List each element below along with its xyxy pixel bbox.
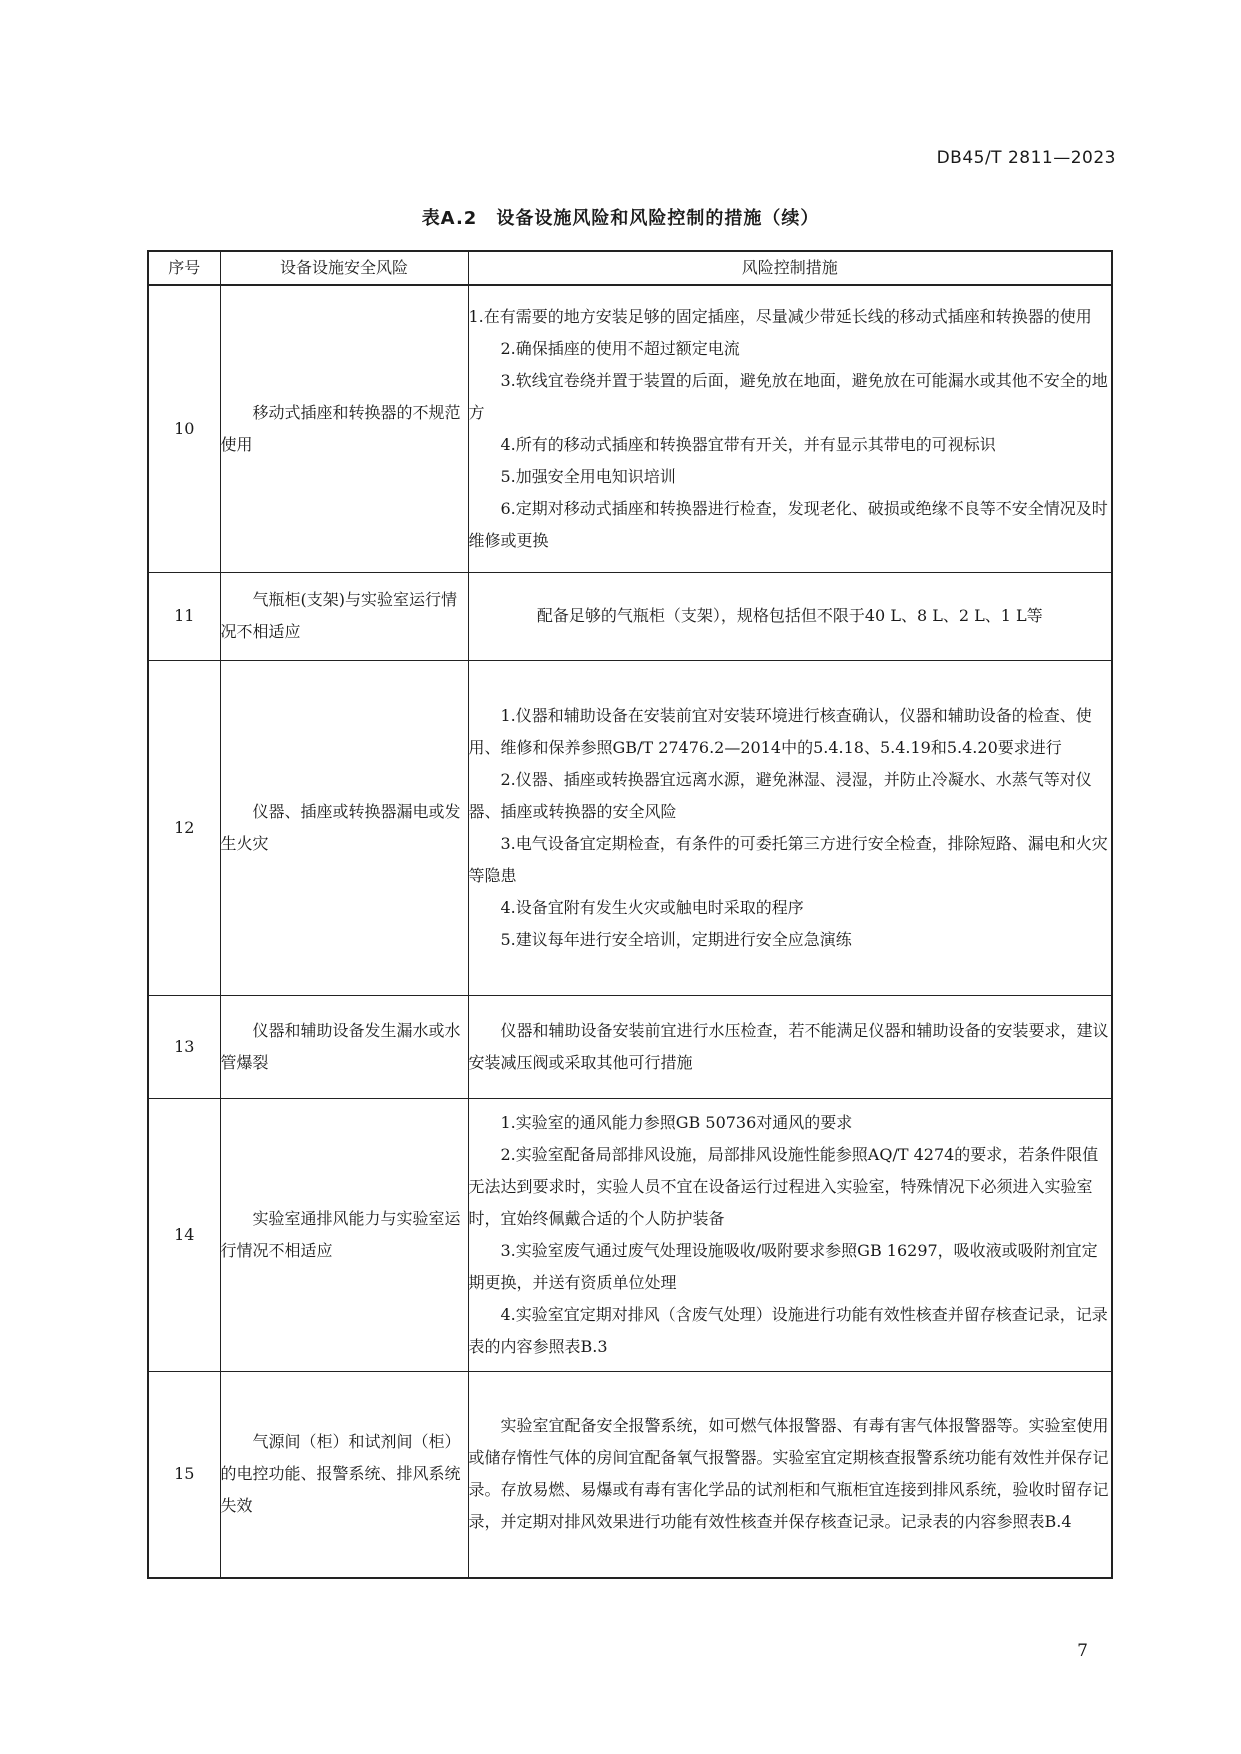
risk-cell	[220, 1371, 468, 1578]
table-row	[148, 660, 1112, 995]
risk-control-table	[147, 250, 1113, 1579]
table-header-row	[148, 251, 1112, 285]
measure-item: 2.仪器、插座或转换器宜远离水源，避免淋湿、浸湿，并防止冷凝水、水蒸气等对仪器、插座或转换器的安全风险	[468, 769, 1092, 821]
measure-item: 4.实验室宜定期对排风（含废气处理）设施进行功能有效性核查并留存核查记录，记录表的内容参照表B.3	[468, 1304, 1108, 1356]
measure-item: 5.加强安全用电知识培训	[500, 466, 676, 486]
document-code: DB45/T 2811—2023	[936, 148, 1116, 168]
risk-cell	[220, 1098, 468, 1371]
risk-text: 实验室通排风能力与实验室运行情况不相适应	[220, 1208, 461, 1260]
risk-text: 仪器、插座或转换器漏电或发生火灾	[220, 801, 461, 853]
column-header-no: 序号	[148, 251, 220, 285]
measure-item: 2.确保插座的使用不超过额定电流	[500, 338, 740, 358]
row-number: 13	[148, 995, 220, 1098]
page-number: 7	[1077, 1641, 1088, 1661]
measure-item: 4.所有的移动式插座和转换器宜带有开关，并有显示其带电的可视标识	[500, 434, 996, 454]
column-header-measures: 风险控制措施	[468, 251, 1112, 285]
column-header-risk: 设备设施安全风险	[220, 251, 468, 285]
measure-item: 3.软线宜卷绕并置于装置的后面，避免放在地面，避免放在可能漏水或其他不安全的地方	[468, 370, 1108, 422]
measures-cell	[468, 1371, 1112, 1578]
measures-cell	[468, 995, 1112, 1098]
measure-item: 1.仪器和辅助设备在安装前宜对安装环境进行核查确认，仪器和辅助设备的检查、使用、维修和保养参照GB/T 27476.2—2014中的5.4.18、5.4.19和5.4.20要求进行	[468, 705, 1092, 757]
measure-item: 6.定期对移动式插座和转换器进行检查，发现老化、破损或绝缘不良等不安全情况及时维修或更换	[468, 498, 1108, 550]
measures-cell	[468, 285, 1112, 572]
measure-item: 1.实验室的通风能力参照GB 50736对通风的要求	[500, 1112, 853, 1132]
table-row	[148, 285, 1112, 572]
risk-text: 仪器和辅助设备发生漏水或水管爆裂	[220, 1020, 461, 1072]
measures-cell	[468, 660, 1112, 995]
measure-item: 3.电气设备宜定期检查，有条件的可委托第三方进行安全检查，排除短路、漏电和火灾等隐患	[468, 833, 1108, 885]
measure-item: 仪器和辅助设备安装前宜进行水压检查，若不能满足仪器和辅助设备的安装要求，建议安装减压阀或采取其他可行措施	[468, 1020, 1109, 1072]
risk-text: 移动式插座和转换器的不规范使用	[220, 402, 461, 454]
risk-text: 气瓶柜(支架)与实验室运行情况不相适应	[220, 590, 457, 641]
measure-item: 3.实验室废气通过废气处理设施吸收/吸附要求参照GB 16297，吸收液或吸附剂宜定期更换，并送有资质单位处理	[468, 1240, 1098, 1292]
row-number: 14	[148, 1098, 220, 1371]
measures-cell	[468, 572, 1112, 660]
risk-cell	[220, 660, 468, 995]
risk-text: 气源间（柜）和试剂间（柜）的电控功能、报警系统、排风系统失效	[220, 1432, 461, 1516]
measure-item: 5.建议每年进行安全培训，定期进行安全应急演练	[500, 929, 852, 949]
row-number: 11	[148, 572, 220, 660]
row-number: 10	[148, 285, 220, 572]
risk-cell	[220, 995, 468, 1098]
table-row	[148, 1098, 1112, 1371]
risk-cell	[220, 572, 468, 660]
measure-item: 配备足够的气瓶柜（支架），规格包括但不限于40 L、8 L、2 L、1 L等	[536, 606, 1043, 625]
table-row	[148, 1371, 1112, 1578]
measure-item: 2.实验室配备局部排风设施，局部排风设施性能参照AQ/T 4274的要求，若条件限值无法达到要求时，实验人员不宜在设备运行过程进入实验室，特殊情况下必须进入实验室时，宜始终佩戴合适的个人防护装备	[468, 1144, 1099, 1228]
table-title: 表A.2 设备设施风险和风险控制的措施（续）	[421, 208, 820, 229]
row-number: 15	[148, 1371, 220, 1578]
measure-item: 实验室宜配备安全报警系统，如可燃气体报警器、有毒有害气体报警器等。实验室使用或储存惰性气体的房间宜配备氧气报警器。实验室宜定期核查报警系统功能有效性并保存记录。存放易燃、易爆或有毒有害化学品的试剂柜和气瓶柜宜连接到排风系统，验收时留存记录，并定期对排风效果进行功能有效性核查并保存核查记录。记录表的内容参照表B.4	[468, 1416, 1109, 1532]
measure-item: 1.在有需要的地方安装足够的固定插座，尽量减少带延长线的移动式插座和转换器的使用	[468, 306, 1092, 326]
measures-cell	[468, 1098, 1112, 1371]
table-row	[148, 572, 1112, 660]
table-row	[148, 995, 1112, 1098]
measure-item: 4.设备宜附有发生火灾或触电时采取的程序	[500, 897, 804, 917]
row-number: 12	[148, 660, 220, 995]
risk-cell	[220, 285, 468, 572]
